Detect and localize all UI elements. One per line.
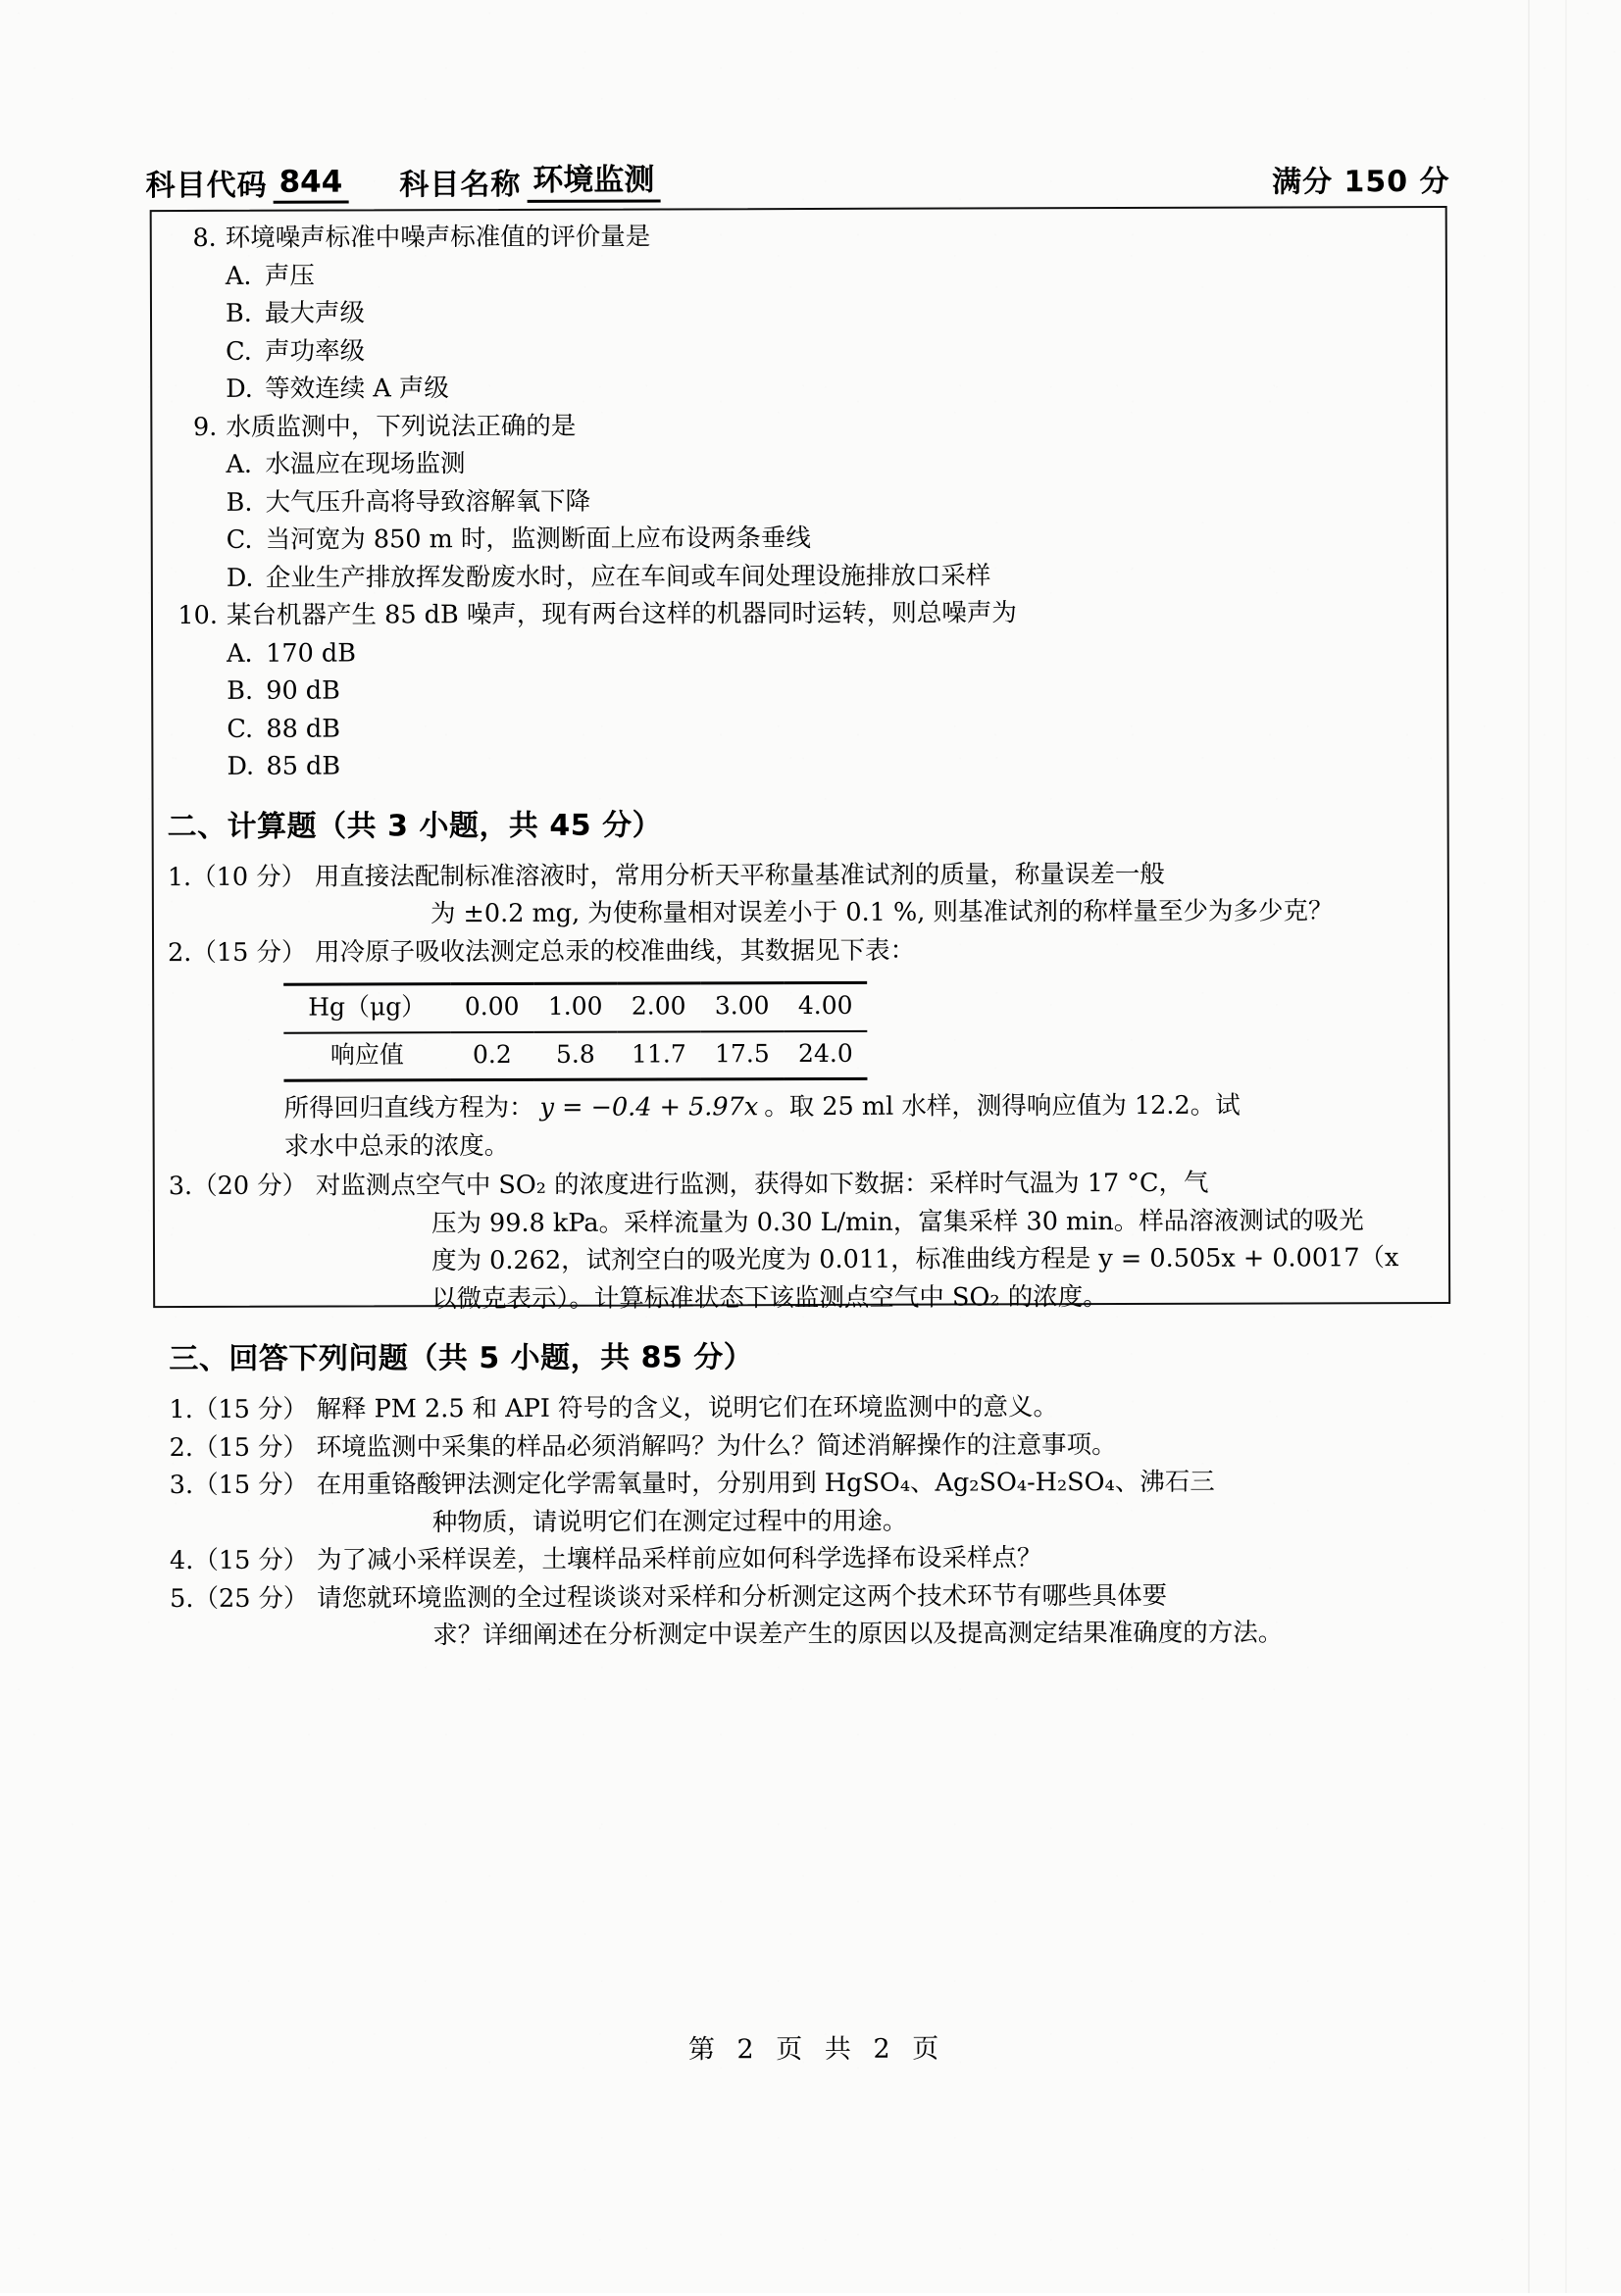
question-8-option-c xyxy=(166,328,1436,371)
table-cell: 24.0 xyxy=(784,1030,867,1078)
question-line: 请您就环境监测的全过程谈谈对采样和分析测定这两个技术环节有哪些具体要 xyxy=(317,1575,1440,1617)
option-text: 水温应在现场监测 xyxy=(265,442,1436,483)
option-letter: B. xyxy=(226,295,265,333)
option-letter: D. xyxy=(227,748,266,786)
question-line: 环境监测中采集的样品必须消解吗？为什么？简述消解操作的注意事项。 xyxy=(317,1424,1440,1466)
table-cell: 0.00 xyxy=(450,983,533,1031)
table-cell: 17.5 xyxy=(700,1031,784,1079)
question-8-option-b xyxy=(166,291,1436,333)
section-three-question-4 xyxy=(170,1538,1440,1580)
question-number: 3.（20 分） xyxy=(169,1168,316,1206)
table-row xyxy=(283,1030,867,1080)
question-number: 4.（15 分） xyxy=(170,1542,317,1580)
table-cell: 4.00 xyxy=(784,982,867,1030)
regression-line-1 xyxy=(168,1086,1438,1128)
option-letter: A. xyxy=(226,446,265,484)
table-header-row xyxy=(283,982,867,1032)
question-10-option-d xyxy=(167,744,1437,786)
question-number: 1.（10 分） xyxy=(168,858,315,896)
question-line: 解释 PM 2.5 和 API 符号的含义，说明它们在环境监测中的意义。 xyxy=(316,1387,1439,1428)
subject-name-value: 环境监测 xyxy=(527,154,660,202)
option-text: 85 dB xyxy=(266,744,1437,785)
subject-code-label: 科目代码 xyxy=(146,161,268,204)
section-two-question-1 xyxy=(168,854,1438,933)
question-9-number: 9. xyxy=(166,408,226,446)
question-body xyxy=(315,854,1438,933)
question-9-stem: 水质监测中，下列说法正确的是 xyxy=(226,404,1436,445)
question-line: 对监测点空气中 SO₂ 的浓度进行监测，获得如下数据：采样时气温为 17 °C，气 xyxy=(316,1164,1439,1205)
question-10 xyxy=(167,593,1437,635)
paper-header xyxy=(145,145,1449,204)
section-three-question-2 xyxy=(170,1424,1440,1467)
option-text: 声压 xyxy=(265,253,1436,294)
table-cell: 2.00 xyxy=(617,983,700,1031)
section-two-question-2 xyxy=(168,929,1438,972)
question-number: 2.（15 分） xyxy=(168,933,315,972)
question-body xyxy=(317,1538,1440,1579)
option-text: 企业生产排放挥发酚废水时，应在车间或车间处理设施排放口采样 xyxy=(266,555,1437,596)
question-body xyxy=(317,1463,1440,1542)
option-text: 声功率级 xyxy=(265,328,1436,370)
question-9-option-b xyxy=(167,479,1437,522)
option-letter: C. xyxy=(227,710,266,748)
question-9-option-c xyxy=(167,518,1437,560)
option-letter: A. xyxy=(226,257,265,295)
question-line: 压为 99.8 kPa。采样流量为 0.30 L/min，富集采样 30 min。样品溶液测试的吸光 xyxy=(316,1201,1439,1242)
question-line: 用冷原子吸收法测定总汞的校准曲线，其数据见下表： xyxy=(315,929,1438,971)
question-line: 种物质，请说明它们在测定过程中的用途。 xyxy=(317,1500,1440,1541)
question-8-number: 8. xyxy=(166,220,226,258)
question-number: 5.（25 分） xyxy=(170,1579,317,1618)
question-10-option-b xyxy=(167,669,1437,711)
regression-equation: y = −0.4 + 5.97x xyxy=(534,1092,765,1123)
section-three-question-1 xyxy=(169,1387,1439,1429)
subject-code-value: 844 xyxy=(274,164,349,203)
question-number: 1.（15 分） xyxy=(169,1391,316,1429)
question-line: 求？详细阐述在分析测定中误差产生的原因以及提高测定结果准确度的方法。 xyxy=(317,1614,1440,1655)
table-cell: 0.2 xyxy=(450,1031,533,1079)
option-letter: B. xyxy=(227,673,266,711)
section-three-heading: 三、回答下列问题（共 5 小题，共 85 分） xyxy=(169,1330,1439,1385)
question-line: 以微克表示）。计算标准状态下该监测点空气中 SO₂ 的浓度。 xyxy=(316,1276,1439,1318)
option-text: 当河宽为 850 m 时，监测断面上应布设两条垂线 xyxy=(266,518,1437,559)
table-row-label-hg: Hg（μg） xyxy=(283,984,450,1033)
regression-line-2: 求水中总汞的浓度。 xyxy=(169,1123,1439,1166)
regression-label: 所得回归直线方程为： xyxy=(284,1093,534,1123)
question-body xyxy=(316,1387,1439,1428)
option-text: 最大声级 xyxy=(265,291,1436,332)
option-letter: A. xyxy=(227,634,266,673)
question-8-option-a xyxy=(166,253,1436,295)
question-9-option-d xyxy=(167,555,1437,597)
question-body xyxy=(317,1575,1440,1655)
question-number: 3.（15 分） xyxy=(170,1467,317,1505)
table-cell: 3.00 xyxy=(700,983,784,1031)
option-letter: D. xyxy=(227,559,266,597)
option-letter: D. xyxy=(226,371,265,409)
table-cell: 11.7 xyxy=(617,1031,700,1079)
regression-tail: 。取 25 ml 水样，测得响应值为 12.2。试 xyxy=(764,1091,1241,1123)
option-letter: B. xyxy=(227,483,266,522)
subject-name-label: 科目名称 xyxy=(399,160,521,203)
question-line: 度为 0.262，试剂空白的吸光度为 0.011，标准曲线方程是 y = 0.505x + 0.0017（x xyxy=(316,1239,1439,1280)
option-text: 170 dB xyxy=(266,630,1437,672)
section-two-heading: 二、计算题（共 3 小题，共 45 分） xyxy=(168,797,1438,852)
question-10-stem: 某台机器产生 85 dB 噪声，现有两台这样的机器同时运转，则总噪声为 xyxy=(227,593,1437,634)
question-line: 为 ±0.2 mg, 为使称量相对误差小于 0.1 %, 则基准试剂的称样量至少为多少克？ xyxy=(315,892,1438,933)
option-text: 大气压升高将导致溶解氧下降 xyxy=(266,479,1437,521)
question-body xyxy=(315,929,1438,971)
option-text: 90 dB xyxy=(266,669,1437,710)
table-row-label-response: 响应值 xyxy=(283,1032,450,1081)
question-10-option-c xyxy=(167,706,1437,748)
question-line: 在用重铬酸钾法测定化学需氧量时，分别用到 HgSO₄、Ag₂SO₄-H₂SO₄、沸石三 xyxy=(317,1463,1440,1504)
calibration-table-wrapper xyxy=(168,979,1438,1082)
question-9-option-a xyxy=(166,442,1436,484)
question-10-option-a xyxy=(167,630,1437,673)
question-line: 为了减小采样误差，土壤样品采样前应如何科学选择布设采样点？ xyxy=(317,1538,1440,1579)
total-score-label: 满分 150 分 xyxy=(1272,157,1450,201)
question-9 xyxy=(166,404,1436,446)
question-body xyxy=(317,1424,1440,1466)
table-cell: 5.8 xyxy=(533,1031,617,1079)
option-letter: C. xyxy=(226,332,265,371)
question-8-option-d xyxy=(166,367,1436,409)
calibration-data-table xyxy=(283,981,867,1082)
section-two-question-3 xyxy=(169,1164,1439,1319)
option-letter: C. xyxy=(227,522,266,560)
question-10-number: 10. xyxy=(167,597,227,635)
page-footer: 第 2 页 共 2 页 xyxy=(7,2024,1621,2068)
section-three-question-5 xyxy=(170,1575,1440,1655)
option-text: 88 dB xyxy=(266,706,1437,747)
question-8 xyxy=(166,216,1436,258)
question-body xyxy=(316,1164,1439,1319)
exam-content xyxy=(166,216,1441,1656)
question-line: 用直接法配制标准溶液时，常用分析天平称量基准试剂的质量，称量误差一般 xyxy=(315,854,1438,895)
question-8-stem: 环境噪声标准中噪声标准值的评价量是 xyxy=(226,216,1436,257)
section-three-question-3 xyxy=(170,1463,1440,1542)
table-cell: 1.00 xyxy=(533,983,617,1031)
option-text: 等效连续 A 声级 xyxy=(265,367,1436,408)
question-number: 2.（15 分） xyxy=(170,1428,317,1467)
